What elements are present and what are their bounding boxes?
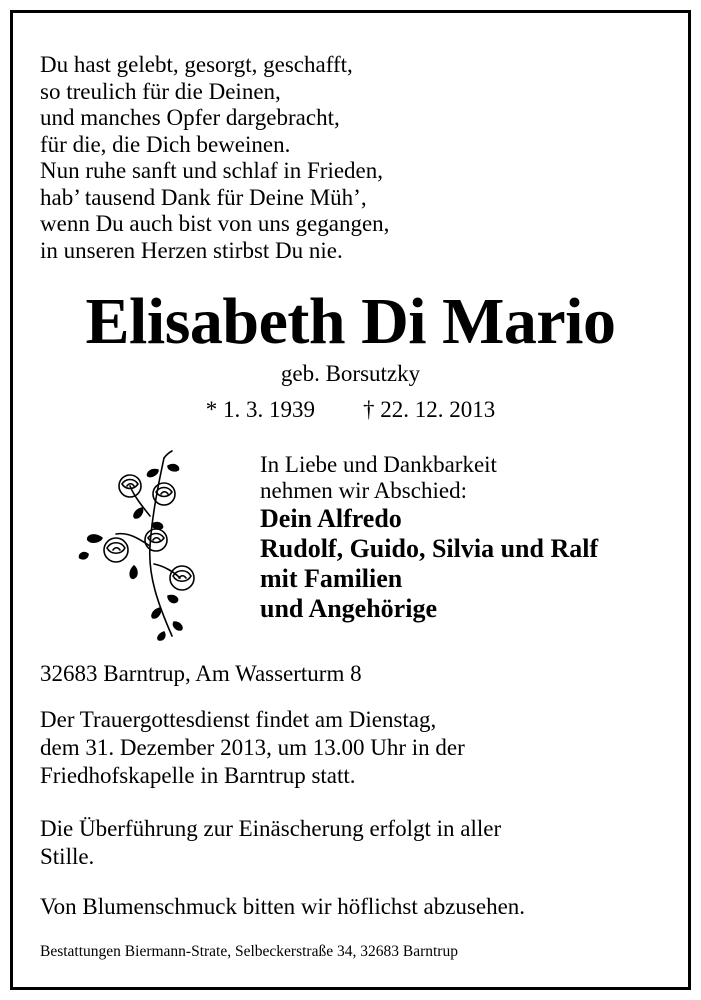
service-line: dem 31. Dezember 2013, um 13.00 Uhr in der bbox=[40, 735, 465, 760]
transfer-line: Die Überführung zur Einäscherung erfolgt in aller bbox=[40, 816, 502, 841]
mourner-name: und Angehörige bbox=[260, 594, 437, 623]
service-info bbox=[40, 706, 465, 790]
mourner-name: Rudolf, Guido, Silvia und Ralf bbox=[260, 534, 599, 563]
mourner-name: mit Familien bbox=[260, 564, 403, 593]
rose-bloom bbox=[145, 529, 167, 551]
poem-line: für die, die Dich beweinen. bbox=[40, 131, 291, 157]
death-date: † 22. 12. 2013 bbox=[363, 397, 496, 422]
poem-line: wenn Du auch bist von uns gegangen, bbox=[40, 211, 390, 236]
service-line: Der Trauergottesdienst findet am Dienstag, bbox=[40, 707, 437, 732]
family-address: 32683 Barntrup, Am Wasserturm 8 bbox=[40, 661, 362, 686]
birth-date: * 1. 3. 1939 bbox=[205, 397, 315, 422]
poem-line: Du hast gelebt, gesorgt, geschafft, bbox=[40, 52, 353, 77]
poem-line: in unseren Herzen stirbst Du nie. bbox=[40, 237, 343, 263]
deceased-name: Elisabeth Di Mario bbox=[85, 285, 616, 358]
mourners-intro-line: nehmen wir Abschied: bbox=[260, 478, 467, 503]
poem-line: und manches Opfer dargebracht, bbox=[40, 105, 340, 130]
life-dates bbox=[0, 396, 701, 424]
transfer-line: Stille. bbox=[40, 844, 95, 869]
birth-name: geb. Borsutzky bbox=[280, 361, 421, 386]
service-line: Friedhofskapelle in Barntrup statt. bbox=[40, 763, 356, 788]
undertaker-info: Bestattungen Biermann-Strate, Selbeckerstraße 34, 32683 Barntrup bbox=[40, 943, 458, 960]
mourner-name: Dein Alfredo bbox=[260, 504, 402, 533]
mourners-block bbox=[260, 452, 598, 624]
mourners-intro-line: In Liebe und Dankbarkeit bbox=[260, 452, 497, 477]
flowers-note: Von Blumenschmuck bitten wir höflichst abzusehen. bbox=[40, 894, 526, 919]
transfer-info bbox=[40, 815, 501, 871]
rose-branch-icon bbox=[72, 446, 204, 642]
poem-line: Nun ruhe sanft und schlaf in Frieden, bbox=[40, 158, 384, 183]
poem-line: so treulich für die Deinen, bbox=[40, 78, 281, 104]
poem bbox=[40, 52, 389, 264]
rose-bloom bbox=[170, 566, 194, 590]
poem-line: hab’ tausend Dank für Deine Müh’, bbox=[40, 184, 367, 210]
rose-bloom bbox=[104, 538, 128, 562]
